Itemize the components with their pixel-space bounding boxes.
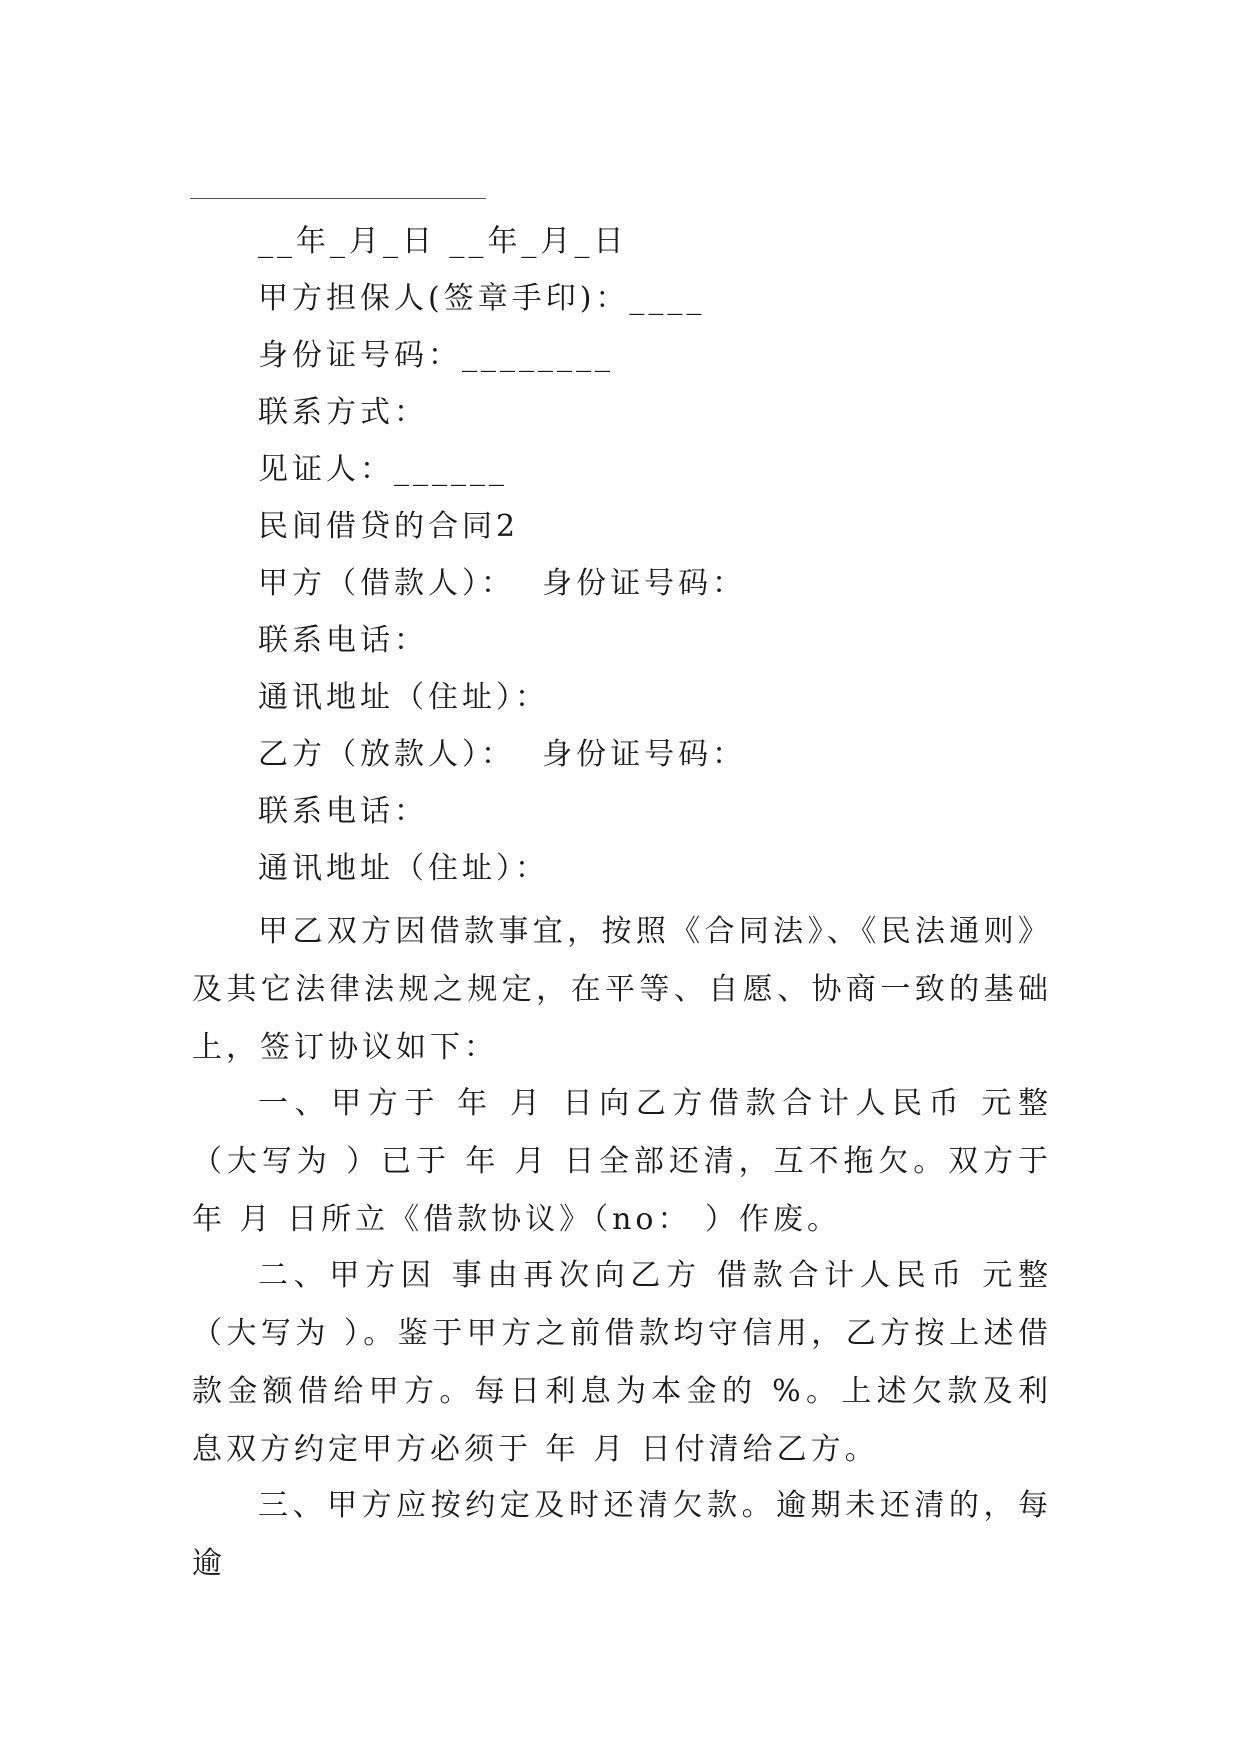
party-b-address-line: 通讯地址（住址）： <box>258 851 549 886</box>
party-a-phone-line: 联系电话： <box>258 623 428 658</box>
date-line: __年_月_日 __年_月_日 <box>258 224 628 259</box>
party-a-address-line: 通讯地址（住址）： <box>258 680 549 715</box>
signature-rule <box>190 198 486 199</box>
party-a-line: 甲方（借款人）： 身份证号码： <box>258 566 747 601</box>
party-b-line: 乙方（放款人）： 身份证号码： <box>258 737 747 772</box>
witness-line: 见证人：______ <box>258 452 508 487</box>
id-number-line: 身份证号码：________ <box>258 338 614 373</box>
clause-2-paragraph: 二、甲方因 事由再次向乙方 借款合计人民币 元整（大写为 ）。鉴于甲方之前借款均守信用，乙方按上述借款金额借给甲方。每日利息为本金的 %。上述欠款及利息双方约定甲方必须于 年 月 日付清给乙方。 <box>192 1258 1052 1467</box>
clause-1-paragraph: 一、甲方于 年 月 日向乙方借款合计人民币 元整（大写为 ）已于 年 月 日全部还清，互不拖欠。双方于 年 月 日所立《借款协议》（no： ）作废。 <box>192 1086 1052 1237</box>
clause-3-paragraph: 三、甲方应按约定及时还清欠款。逾期未还清的，每逾 <box>192 1488 1052 1581</box>
party-b-phone-line: 联系电话： <box>258 794 428 829</box>
contract-title: 民间借贷的合同2 <box>258 509 520 544</box>
preamble-paragraph: 甲乙双方因借款事宜，按照《合同法》、《民法通则》及其它法律法规之规定，在平等、自愿、协商一致的基础上，签订协议如下： <box>192 914 1052 1065</box>
contact-method-line: 联系方式： <box>258 395 428 430</box>
guarantor-signature-line: 甲方担保人(签章手印)：____ <box>258 281 706 316</box>
